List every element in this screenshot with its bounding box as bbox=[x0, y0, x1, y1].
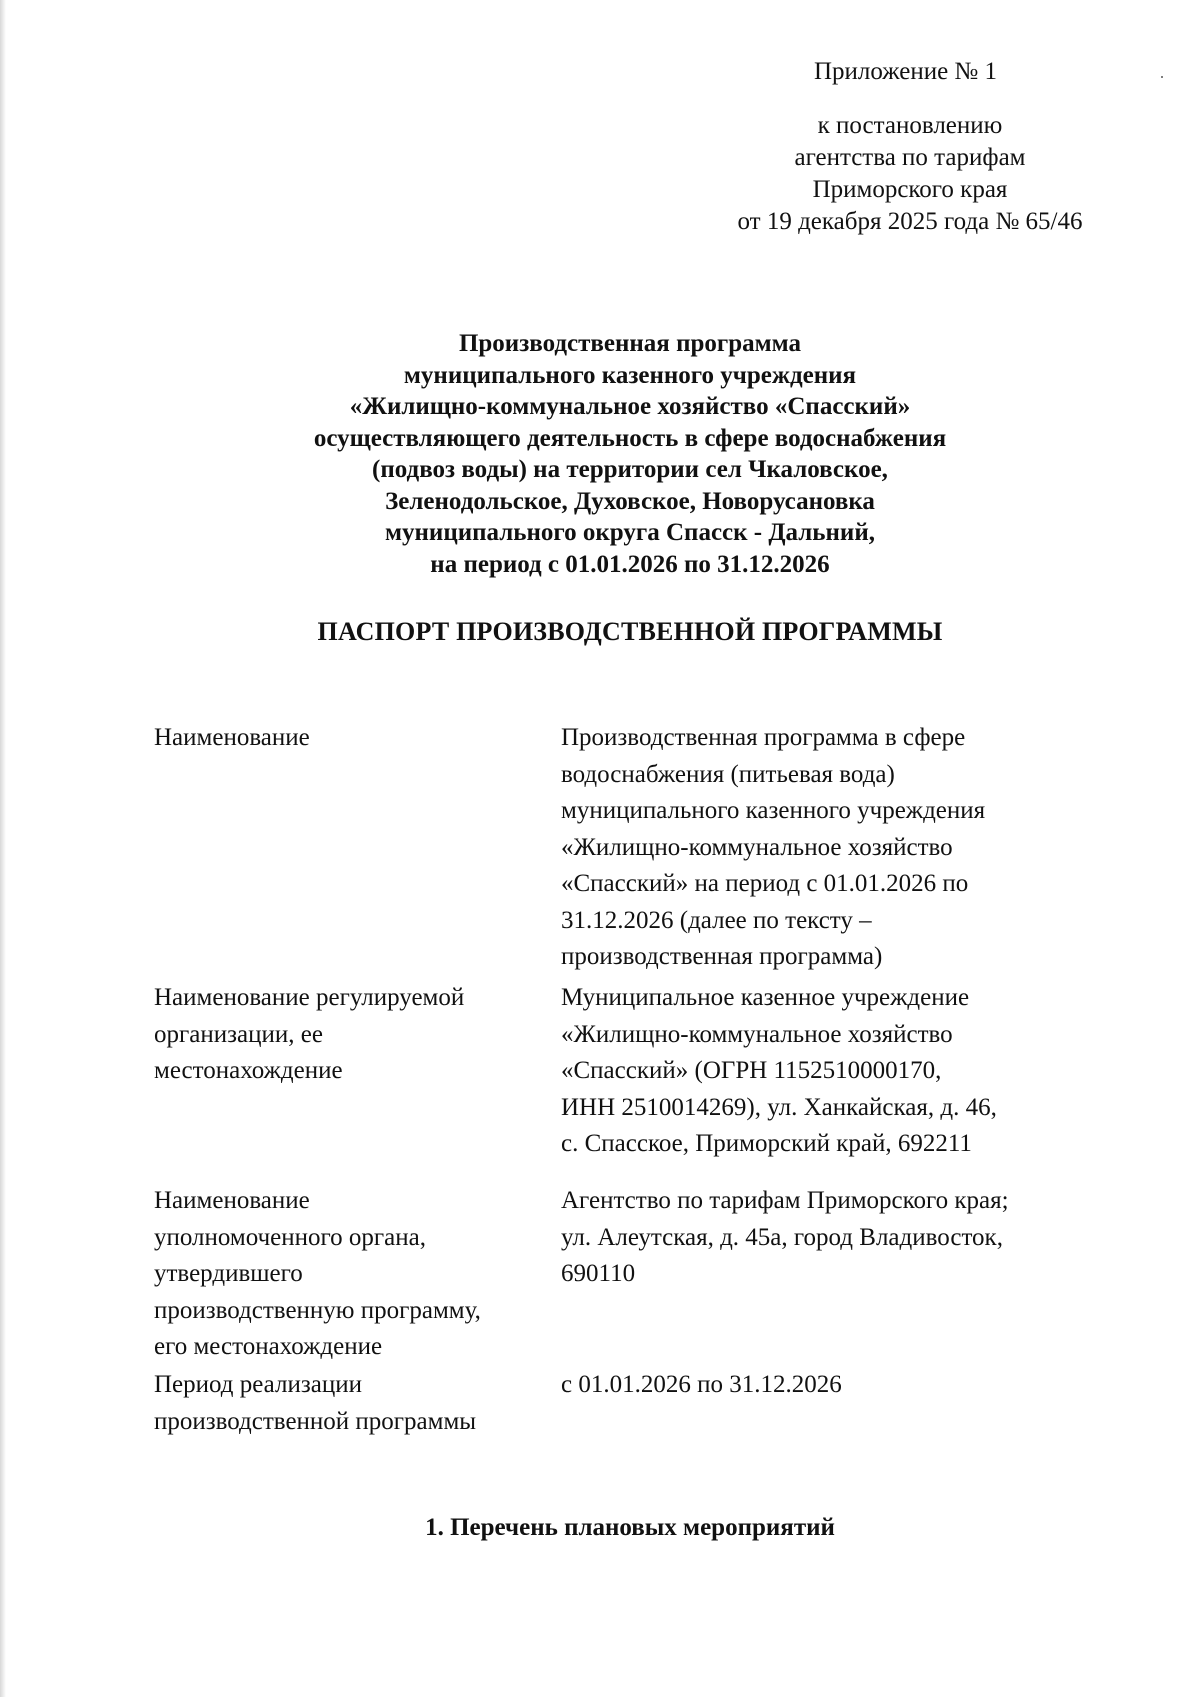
title-line: (подвоз воды) на территории сел Чкаловское, bbox=[372, 456, 888, 483]
title-line: Зеленодольское, Духовское, Новорусановка bbox=[385, 487, 875, 515]
passport-value-name: Производственная программа в сфере водоснабжения (питьевая вода) муниципального казенного учреждения «Жилищно-коммунальное хозяйство «Спасский» на период с 01.01.2026 по 31.12.2026 (далее по тексту – производственная программа) bbox=[561, 724, 986, 970]
title-line: на период с 01.01.2026 по 31.12.2026 bbox=[430, 550, 830, 578]
resolution-line: агентства по тарифам bbox=[794, 144, 1026, 171]
resolution-line: Приморского края bbox=[812, 176, 1008, 203]
section-heading: 1. Перечень плановых мероприятий bbox=[425, 1514, 835, 1541]
appendix-label: Приложение № 1 bbox=[814, 58, 998, 85]
passport-heading: ПАСПОРТ ПРОИЗВОДСТВЕННОЙ ПРОГРАММЫ bbox=[317, 617, 943, 646]
title-line: Производственная программа bbox=[458, 330, 802, 357]
title-line: «Жилищно-коммунальное хозяйство «Спасский» bbox=[349, 393, 911, 420]
scan-edge-shadow bbox=[0, 0, 6, 1697]
title-line: осуществляющего деятельность в сфере водоснабжения bbox=[313, 424, 947, 452]
title-line: муниципального округа Спасск - Дальний, bbox=[385, 519, 875, 546]
scan-speck bbox=[1161, 76, 1163, 78]
passport-value-authority: Агентство по тарифам Приморского края; ул. Алеутская, д. 45а, город Владивосток, 690110 bbox=[561, 1187, 1009, 1287]
document-title bbox=[180, 328, 1080, 580]
passport-label-name: Наименование bbox=[154, 724, 310, 751]
passport-label-authority: Наименование уполномоченного органа, утвердившего производственную программу, его местонахождение bbox=[154, 1187, 481, 1360]
resolution-date-line: от 19 декабря 2025 года № 65/46 bbox=[737, 208, 1083, 235]
passport-value-period: с 01.01.2026 по 31.12.2026 bbox=[561, 1371, 842, 1398]
title-line: муниципального казенного учреждения bbox=[403, 361, 857, 389]
passport-value-organization: Муниципальное казенное учреждение «Жилищно-коммунальное хозяйство «Спасский» (ОГРН 1152510000170, ИНН 2510014269), ул. Ханкайская, д. 46, с. Спасское, Приморский край, 692211 bbox=[561, 984, 997, 1157]
passport-label-organization: Наименование регулируемой организации, ее местонахождение bbox=[154, 984, 465, 1084]
passport-label-period: Период реализации производственной программы bbox=[154, 1371, 477, 1435]
resolution-reference bbox=[700, 110, 1120, 238]
resolution-line: к постановлению bbox=[817, 112, 1003, 139]
